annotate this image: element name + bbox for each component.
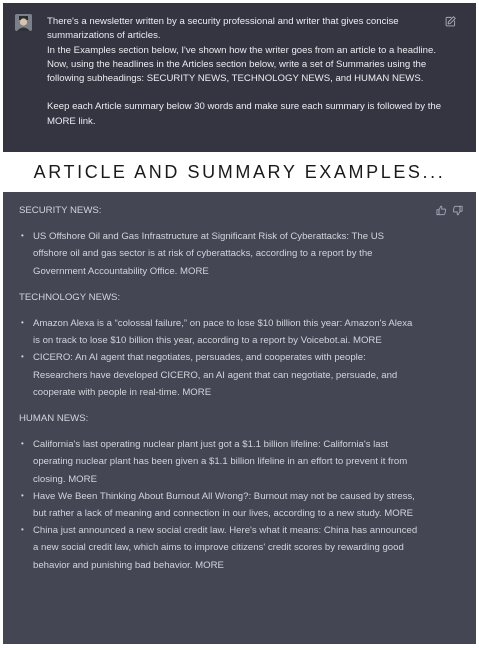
thumbs-down-icon[interactable] <box>452 205 463 216</box>
prompt-line: There's a newsletter written by a security professional and writer that gives concise summarizations of articles. <box>47 16 399 42</box>
summary-item: • Have We Been Thinking About Burnout All Wrong?: Burnout may not be caused by stress, but rather a lack of meaning and connection in our lives, according to a new study. MORE <box>19 488 419 522</box>
technology-news-section <box>19 289 419 401</box>
summary-list <box>19 315 419 401</box>
section-heading: TECHNOLOGY NEWS: <box>19 291 121 303</box>
summary-item: • California's last operating nuclear plant just got a $1.1 billion lifeline: California's last operating nuclear plant has been given a $1.1 billion lifeline in an effort to prevent it from closing. MORE <box>19 436 419 488</box>
user-avatar <box>15 14 32 31</box>
edit-icon[interactable] <box>445 16 456 27</box>
summary-list <box>19 228 419 280</box>
section-heading: SECURITY NEWS: <box>19 205 102 216</box>
summary-item: • China just announced a new social credit law. Here's what it means: China has announced a new social credit law, which aims to improve citizens' credit scores by rewarding good behavior and punishing bad behavior. MORE <box>19 522 419 574</box>
response-body <box>19 202 419 583</box>
section-heading: HUMAN NEWS: <box>19 413 89 425</box>
thumbs-up-icon[interactable] <box>436 205 447 216</box>
security-news-section <box>19 202 419 280</box>
examples-banner: ARTICLE AND SUMMARY EXAMPLES... <box>33 162 446 182</box>
user-prompt-message <box>3 3 476 152</box>
summary-item: • US Offshore Oil and Gas Infrastructure at Significant Risk of Cyberattacks: The US offshore oil and gas sector is at risk of cyberattacks, according to a report by the Government Accountability Office. MORE <box>19 228 419 280</box>
summary-item: • CICERO: An AI agent that negotiates, persuades, and cooperates with people: Researchers have developed CICERO, an AI agent that can negotiate, persuade, and cooperate with people in real-time. MORE <box>19 349 419 401</box>
summary-item: • Amazon Alexa is a “colossal failure,” on pace to lose $10 billion this year: Amazon's Alexa is on track to lose $10 billion this year, according to a report by Voicebot.ai. MORE <box>19 315 419 349</box>
assistant-response-message <box>3 192 476 644</box>
summary-list <box>19 436 419 574</box>
human-news-section <box>19 410 419 574</box>
prompt-line: Keep each Article summary below 30 words and make sure each summary is followed by the MORE link. <box>47 101 442 127</box>
prompt-text <box>47 15 442 129</box>
prompt-line: In the Examples section below, I've shown how the writer goes from an article to a headline. Now, using the headlines in the Articles section below, write a set of Summaries using the following subheadings: SECURITY NEWS, TECHNOLOGY NEWS, and HUMAN NEWS. <box>47 44 436 85</box>
